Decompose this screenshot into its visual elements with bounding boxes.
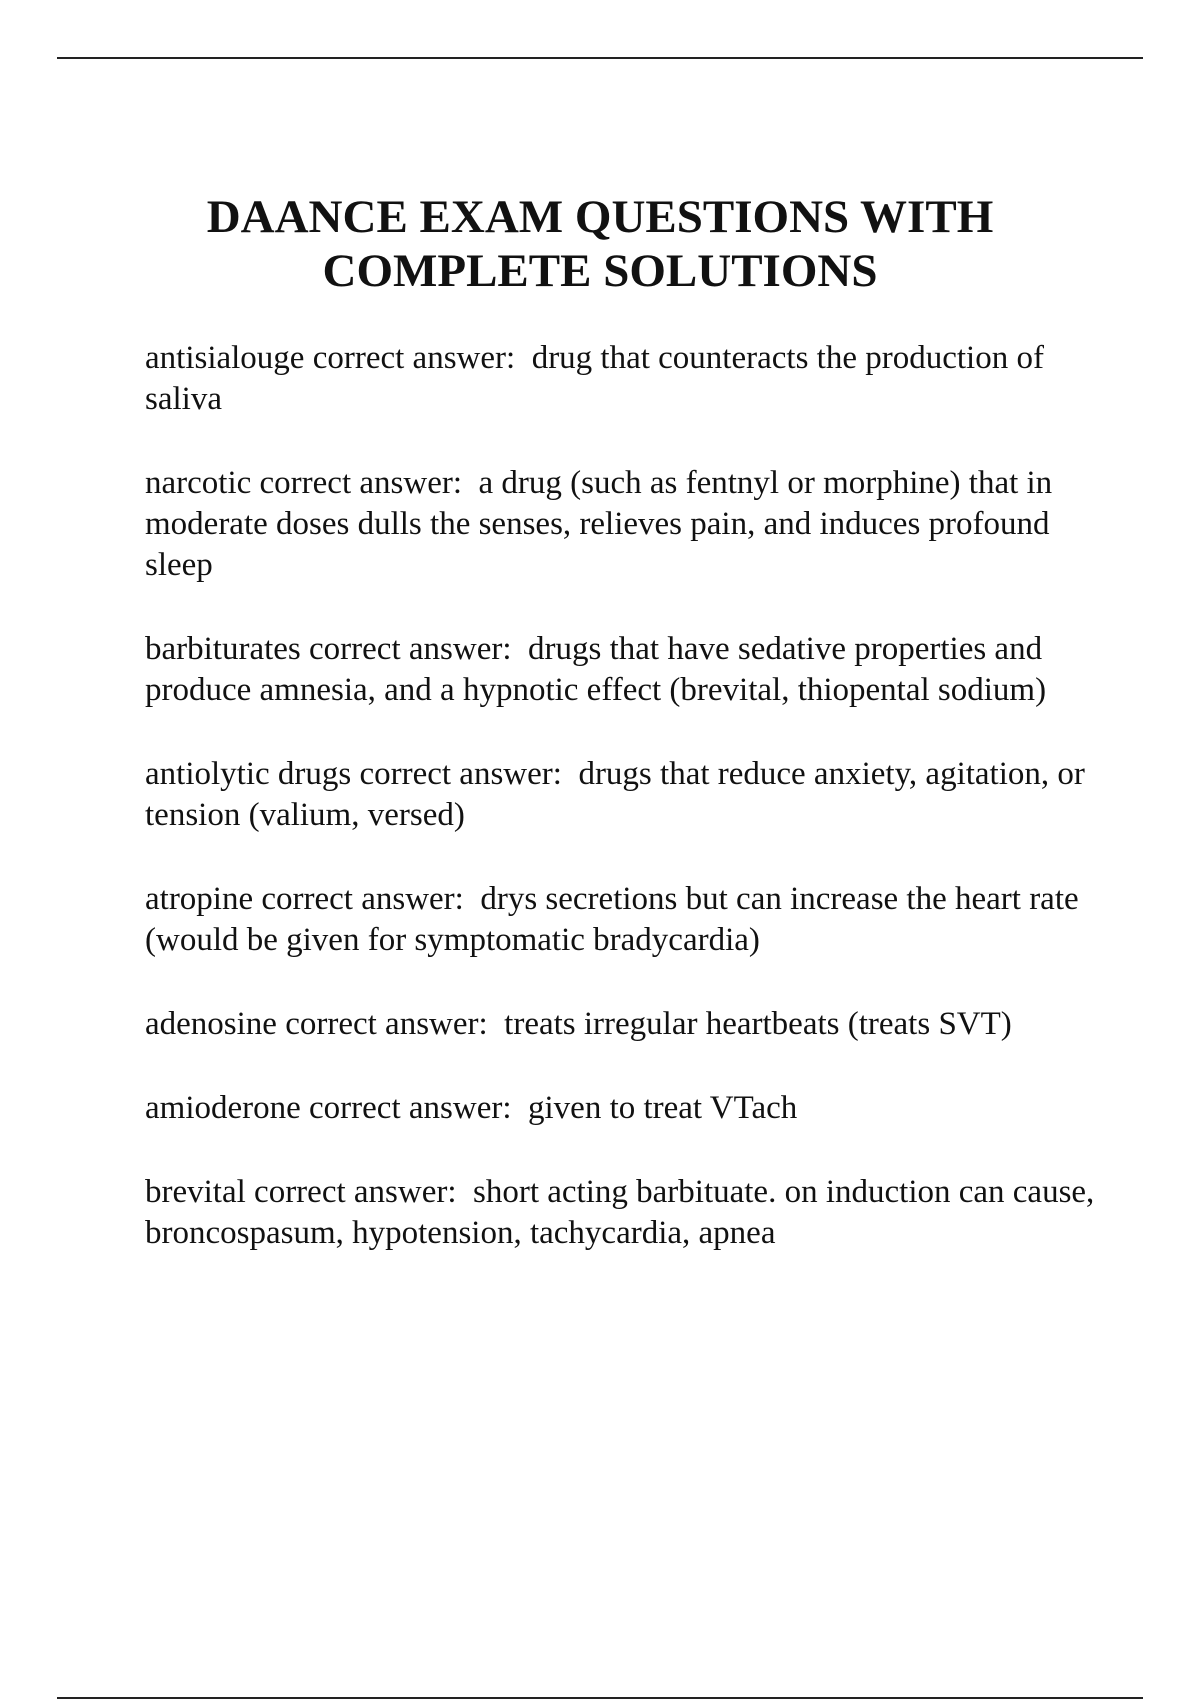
qa-term: barbiturates [145, 631, 301, 667]
qa-answer: a drug (such as fentnyl or morphine) that in moderate doses dulls the senses, relieves pain, and induces profound sleep [145, 465, 1061, 583]
qa-term: antiolytic drugs [145, 756, 352, 792]
qa-connector: correct answer: [276, 1006, 505, 1042]
qa-connector: correct answer: [300, 631, 528, 667]
qa-item-brevital [145, 1172, 1105, 1254]
qa-item-narcotic [145, 463, 1105, 586]
qa-connector: correct answer: [300, 1090, 528, 1126]
qa-term: narcotic [145, 465, 252, 501]
qa-connector: correct answer: [351, 756, 579, 792]
qa-item-barbiturates [145, 629, 1105, 711]
qa-answer: given to treat VTach [528, 1090, 798, 1126]
page-title [0, 190, 1200, 298]
qa-term: atropine [145, 881, 254, 917]
qa-answer: treats irregular heartbeats (treats SVT) [504, 1006, 1012, 1042]
qa-item-antisialouge [145, 338, 1105, 420]
qa-term: amioderone [145, 1090, 301, 1126]
qa-item-antiolytic-drugs [145, 754, 1105, 836]
qa-item-amioderone [145, 1088, 1105, 1129]
qa-item-atropine [145, 879, 1105, 961]
qa-connector: correct answer: [304, 340, 532, 376]
qa-answer: drugs that have sedative properties and produce amnesia, and a hypnotic effect (brevital, thiopental sodium) [145, 631, 1051, 708]
header-rule [57, 57, 1143, 59]
qa-connector: correct answer: [251, 465, 479, 501]
page-title-line-1: DAANCE EXAM QUESTIONS WITH [206, 191, 994, 243]
qa-term: adenosine [145, 1006, 277, 1042]
qa-answer: drugs that reduce anxiety, agitation, or tension (valium, versed) [145, 756, 1094, 833]
qa-answer: short acting barbituate. on induction can cause, broncospasum, hypotension, tachycardia, apnea [145, 1174, 1103, 1251]
qa-term: brevital [145, 1174, 246, 1210]
qa-connector: correct answer: [245, 1174, 474, 1210]
footer-rule [57, 1697, 1143, 1699]
qa-term: antisialouge [145, 340, 305, 376]
qa-item-adenosine [145, 1004, 1105, 1045]
page-title-line-2: COMPLETE SOLUTIONS [322, 245, 878, 297]
qa-answer: drug that counteracts the production of saliva [145, 340, 1053, 417]
qa-answer: drys secretions but can increase the heart rate (would be given for symptomatic bradycardia) [145, 881, 1087, 958]
qa-list [145, 338, 1105, 1297]
qa-connector: correct answer: [253, 881, 481, 917]
